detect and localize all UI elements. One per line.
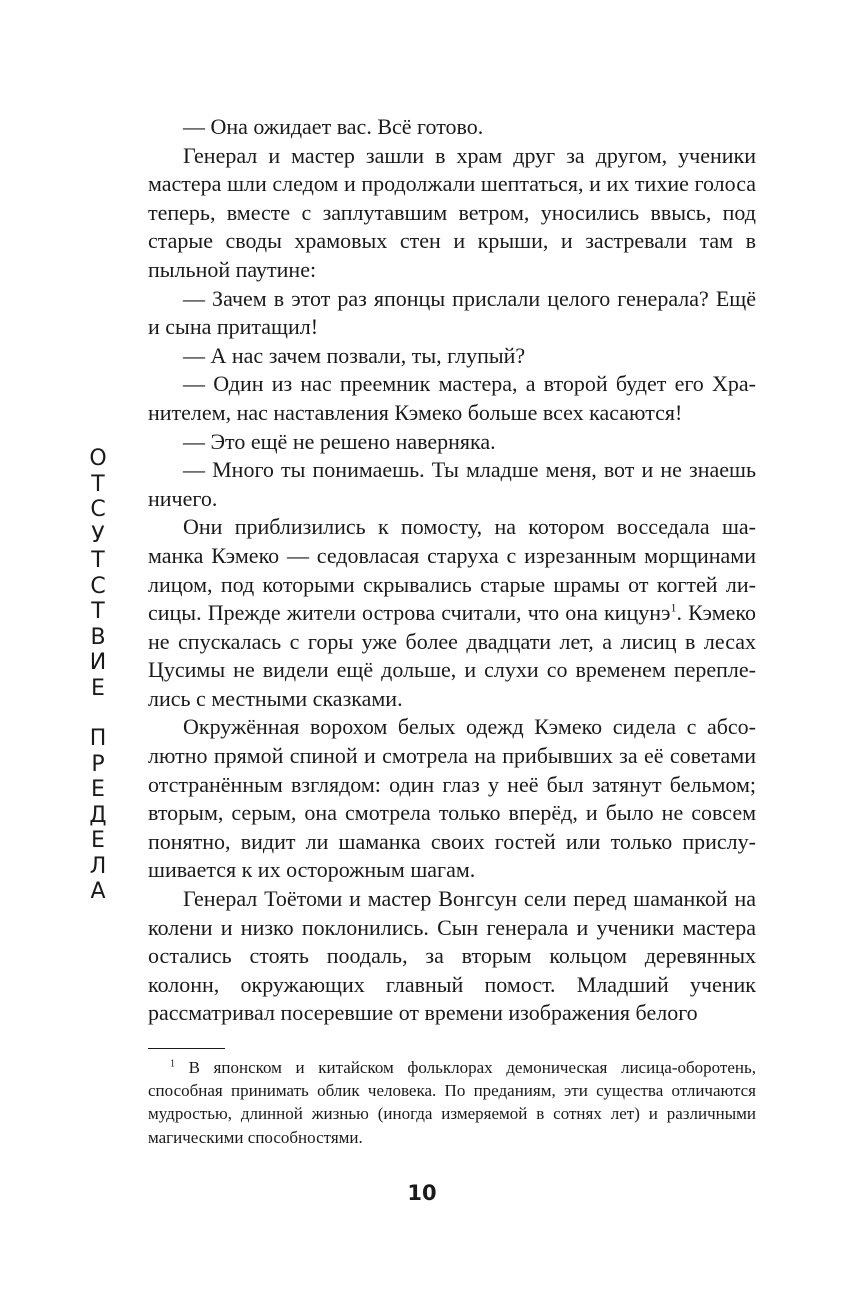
paragraph: — Она ожидает вас. Всё готово.: [183, 114, 484, 139]
footnote-text: В японском и китайском фольклорах демоническая лисица-оборотень, способная принимать облик человека. По преданиям, эти существа отличаются мудростью, длинной жизнью (иногда измеряемой в сотнях лет) и различными магическими способностями.: [148, 1058, 756, 1147]
running-title-vertical: [84, 446, 112, 905]
title-letter: С: [90, 497, 106, 522]
title-letter: Т: [91, 599, 105, 624]
title-letter: Е: [91, 675, 105, 701]
footnote-marker: 1: [170, 1058, 175, 1070]
paragraph: — Один из нас преемник мастера, а второй будет его Хранителем, нас наставления Кэмеко больше всех касаются!: [148, 371, 756, 425]
title-letter: П: [89, 726, 107, 751]
paragraph-text: Они приблизились к помосту, на котором восседала шаманка Кэмеко — седовласая старуха с изрезанным морщинами лицом, под которыми скрывались старые шрамы от когтей лисицы. Прежде жители острова считали, что она кицунэ: [148, 514, 756, 626]
title-word-gap: [84, 701, 112, 726]
paragraph-text: . Кэмеко не спускалась с горы уже более двадцати лет, а лисиц в лесах Цусимы не видели ещё дольше, и слухи со временем переплелись с местными сказками.: [148, 600, 757, 711]
title-letter: А: [90, 879, 106, 904]
title-letter: У: [91, 522, 105, 548]
paragraph-with-footnote: [148, 513, 756, 713]
title-letter: Т: [91, 471, 105, 497]
paragraph: — Это ещё не решено наверняка.: [183, 428, 496, 454]
page-number: 10: [407, 1181, 437, 1205]
paragraph: — А нас зачем позвали, ты, глупый?: [183, 342, 526, 368]
paragraph: Окружённая ворохом белых одежд Кэмеко сидела с абсолютно прямой спиной и смотрела на прибывших за её советами отстранённым взглядом: один глаз у неё был затянут бельмом; вторым, серым, она смотрела только вперёд, и было не совсем понятно, видит ли шаманка своих гостей или только прислушивается к их осторожным шагам.: [148, 714, 756, 883]
paragraph: Генерал Тоётоми и мастер Вонгсун сели перед шаманкой на колени и низко поклонились. Сын генерала и ученики мастера остались стоять поодаль, за вторым кольцом деревянных колонн, окружающих главный помост. Младший ученик рассматривал посеревшие от времени изображения белого: [148, 886, 756, 1026]
title-letter: О: [89, 446, 107, 471]
title-letter: Т: [91, 548, 105, 573]
title-letter: С: [90, 573, 106, 599]
body-text: [148, 113, 756, 1028]
title-letter: Л: [89, 853, 107, 879]
title-letter: Е: [91, 828, 105, 853]
title-letter: Д: [89, 802, 107, 828]
title-letter: Е: [91, 777, 105, 802]
footnote-reference: 1: [670, 600, 677, 615]
footnote-divider: [148, 1048, 225, 1049]
paragraph: — Зачем в этот раз японцы прислали целого генерала? Ещё и сына притащил!: [148, 285, 756, 340]
paragraph: — Много ты понимаешь. Ты младше меня, вот и не знаешь ничего.: [148, 457, 756, 511]
title-letter: Р: [91, 751, 105, 777]
title-letter: И: [89, 650, 107, 675]
title-letter: В: [90, 624, 106, 650]
paragraph: Генерал и мастер зашли в храм друг за другом, ученики мастера шли следом и продолжали шептаться, и их тихие голоса теперь, вместе с заплутавшим ветром, уносились ввысь, под старые своды храмовых стен и крыши, и застревали там в пыльной паутине:: [148, 142, 756, 282]
footnote: [148, 1056, 756, 1149]
